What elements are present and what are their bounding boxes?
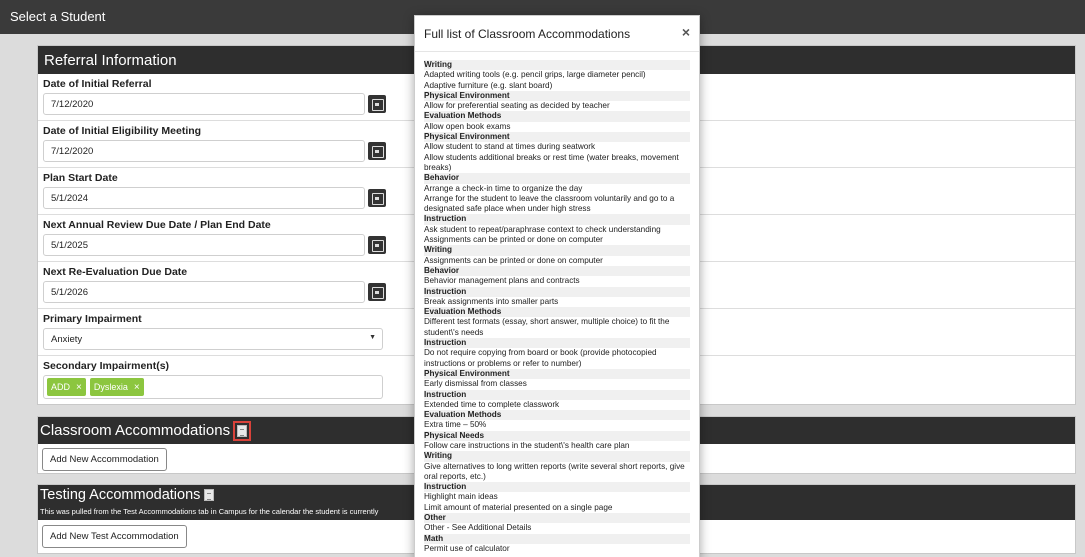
classroom-list-button[interactable] <box>233 421 251 441</box>
accommodation-text: Early dismissal from classes <box>424 379 527 389</box>
list-item <box>424 91 690 112</box>
list-item <box>424 338 690 369</box>
accommodation-text: Arrange for the student to leave the classroom voluntarily and go to a designated safe place when under high stress <box>424 193 675 214</box>
category-label: Instruction <box>424 338 690 348</box>
accommodation-text: Assignments can be printed or done on computer <box>424 235 603 245</box>
list-item <box>424 390 690 411</box>
category-label: Evaluation Methods <box>424 307 690 317</box>
remove-tag-icon[interactable]: × <box>133 381 140 393</box>
list-item <box>424 235 690 245</box>
add-accommodation-button[interactable]: Add New Accommodation <box>42 448 167 471</box>
date-input[interactable]: 7/12/2020 <box>43 140 365 162</box>
accommodation-text: Give alternatives to long written reports (write several short reports, give oral reports, etc.) <box>424 461 685 481</box>
list-item <box>424 245 690 266</box>
list-item <box>424 369 690 390</box>
accommodation-text: Permit use of calculator <box>424 543 510 553</box>
accommodation-text: Assignments can be printed or done on computer <box>424 255 603 265</box>
primary-impairment-select[interactable] <box>43 328 383 350</box>
date-label: Date of Initial Referral <box>43 78 152 90</box>
category-label: Physical Environment <box>424 369 690 379</box>
accommodation-text: Allow for preferential seating as decided by teacher <box>424 101 610 111</box>
primary-impairment-label: Primary Impairment <box>43 313 142 325</box>
category-label: Instruction <box>424 390 690 400</box>
list-item <box>424 534 690 555</box>
category-label: Evaluation Methods <box>424 111 690 121</box>
testing-note: This was pulled from the Test Accommodations tab in Campus for the calendar the student is currently <box>40 507 379 516</box>
category-label: Instruction <box>424 482 690 492</box>
accommodation-text: Break assignments into smaller parts <box>424 296 559 306</box>
tag-label: ADD <box>51 382 71 392</box>
category-label: Physical Needs <box>424 431 690 441</box>
accommodation-text: Adapted writing tools (e.g. pencil grips, large diameter pencil) <box>424 70 646 80</box>
accommodations-modal <box>414 15 700 557</box>
accommodation-text: Ask student to repeat/paraphrase context to check understanding <box>424 224 661 234</box>
accommodation-text: Allow students additional breaks or rest time (water breaks, movement breaks) <box>424 152 679 172</box>
list-item <box>424 81 690 91</box>
category-label: Physical Environment <box>424 91 690 101</box>
category-label: Math <box>424 534 690 544</box>
modal-header <box>415 16 699 52</box>
tag-dyslexia <box>90 378 144 396</box>
date-input[interactable]: 5/1/2026 <box>43 281 365 303</box>
category-label: Instruction <box>424 287 690 297</box>
list-item <box>424 214 690 235</box>
category-label: Evaluation Methods <box>424 410 690 420</box>
list-item <box>424 60 690 81</box>
category-label: Writing <box>424 60 690 70</box>
list-item <box>424 153 690 174</box>
referral-title: Referral Information <box>44 51 177 69</box>
modal-title: Full list of Classroom Accommodations <box>424 27 631 41</box>
category-label: Instruction <box>424 214 690 224</box>
list-item <box>424 266 690 287</box>
date-label: Date of Initial Eligibility Meeting <box>43 125 202 137</box>
list-item <box>424 173 690 194</box>
page-title: Select a Student <box>10 9 106 24</box>
list-item <box>424 410 690 431</box>
calendar-icon[interactable] <box>368 236 386 254</box>
close-icon[interactable]: × <box>681 24 690 40</box>
calendar-icon[interactable] <box>368 283 386 301</box>
date-input[interactable]: 7/12/2020 <box>43 93 365 115</box>
category-label: Writing <box>424 245 690 255</box>
date-label: Next Annual Review Due Date / Plan End Date <box>43 219 271 231</box>
document-icon <box>237 425 247 437</box>
accommodation-text: Highlight main ideas <box>424 492 498 502</box>
accommodation-list <box>415 52 699 557</box>
category-label: Other <box>424 513 690 523</box>
category-label: Physical Environment <box>424 132 690 142</box>
remove-tag-icon[interactable]: × <box>76 381 82 393</box>
list-item <box>424 503 690 513</box>
accommodation-text: Different test formats (essay, short answer, multiple choice) to fit the student\'s needs <box>424 317 670 337</box>
accommodation-text: Limit amount of material presented on a single page <box>424 502 613 512</box>
accommodation-text: Extended time to complete classwork <box>424 399 560 409</box>
list-item <box>424 307 690 338</box>
calendar-icon[interactable] <box>368 142 386 160</box>
date-label: Next Re-Evaluation Due Date <box>43 266 188 278</box>
secondary-impairment-label: Secondary Impairment(s) <box>43 360 170 372</box>
accommodation-text: Do not require copying from board or book (provide photocopied instructions or problems or refer to number) <box>424 348 657 368</box>
secondary-impairment-field[interactable] <box>43 375 383 399</box>
calendar-icon[interactable] <box>368 189 386 207</box>
category-label: Behavior <box>424 266 690 276</box>
date-input[interactable]: 5/1/2024 <box>43 187 365 209</box>
chevron-down-icon: ▼ <box>369 334 376 341</box>
accommodation-text: Follow care instructions in the student\'s health care plan <box>424 440 630 450</box>
list-item <box>424 513 690 534</box>
accommodation-text: Behavior management plans and contracts <box>424 276 580 286</box>
date-label: Plan Start Date <box>43 172 118 184</box>
category-label: Behavior <box>424 173 690 183</box>
list-item <box>424 111 690 132</box>
list-item <box>424 482 690 503</box>
list-item <box>424 431 690 452</box>
tag-add <box>47 378 86 396</box>
list-item <box>424 287 690 308</box>
list-item <box>424 132 690 153</box>
classroom-title: Classroom Accommodations <box>40 422 231 439</box>
accommodation-text: Adaptive furniture (e.g. slant board) <box>424 80 553 90</box>
accommodation-text: Allow student to stand at times during seatwork <box>424 142 596 152</box>
calendar-icon[interactable] <box>368 95 386 113</box>
add-test-accommodation-button[interactable]: Add New Test Accommodation <box>42 525 187 548</box>
tag-label: Dyslexia <box>93 382 128 392</box>
accommodation-text: Other - See Additional Details <box>424 523 532 533</box>
date-input[interactable]: 5/1/2025 <box>43 234 365 256</box>
accommodation-text: Allow open book exams <box>424 121 511 131</box>
testing-title: Testing Accommodations <box>40 487 201 503</box>
document-icon[interactable] <box>204 489 214 501</box>
primary-impairment-value: Anxiety <box>51 334 83 345</box>
accommodation-text: Extra time – 50% <box>424 420 487 430</box>
list-item <box>424 194 690 215</box>
category-label: Writing <box>424 451 690 461</box>
list-item <box>424 451 690 482</box>
accommodation-text: Arrange a check-in time to organize the day <box>424 183 583 193</box>
